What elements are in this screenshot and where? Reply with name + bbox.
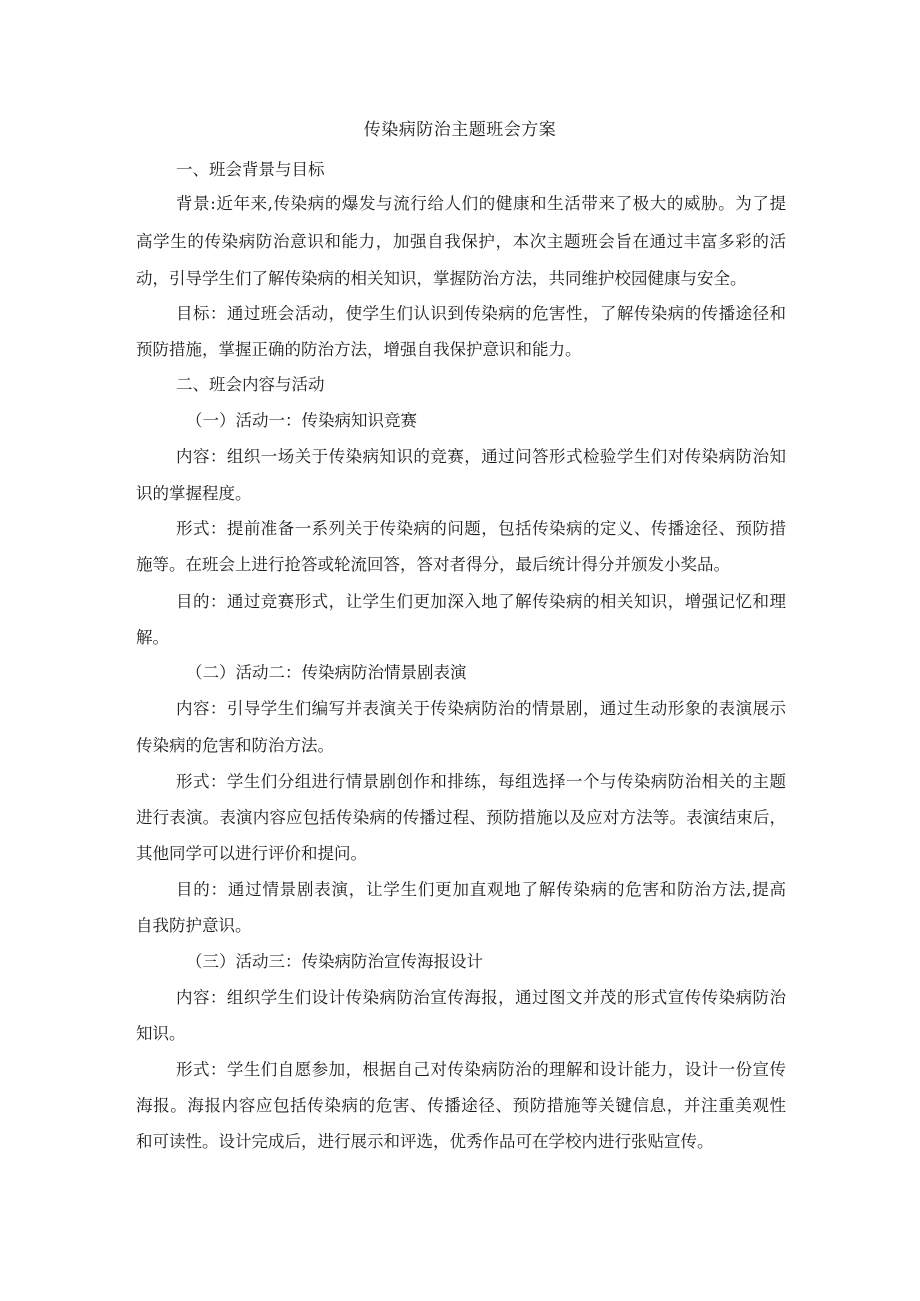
paragraph-line: 形式：学生们自愿参加，根据自己对传染病防治的理解和设计能力，设计一份宣传 xyxy=(176,1060,786,1079)
paragraph-line: 传染病的危害和防治方法。 xyxy=(136,736,334,755)
document-title: 传染病防治主题班会方案 xyxy=(363,120,557,140)
paragraph-line: 动，引导学生们了解传染病的相关知识，掌握防治方法，共同维护校园健康与安全。 xyxy=(136,269,747,288)
paragraph-line: 其他同学可以进行评价和提问。 xyxy=(136,844,367,863)
paragraph-line: 和可读性。设计完成后，进行展示和评选，优秀作品可在学校内进行张贴宣传。 xyxy=(136,1132,714,1151)
paragraph-line: 目的：通过情景剧表演，让学生们更加直观地了解传染病的危害和防治方法,提高 xyxy=(176,880,786,899)
paragraph-line: 背景:近年来,传染病的爆发与流行给人们的健康和生活带来了极大的威胁。为了提 xyxy=(176,194,786,213)
section-heading-2: 二、班会内容与活动 xyxy=(176,375,325,394)
section-heading-1: 一、班会背景与目标 xyxy=(176,160,325,179)
activity-heading-3: （三）活动三：传染病防治宣传海报设计 xyxy=(186,952,483,971)
paragraph-line: 形式：提前准备一系列关于传染病的问题，包括传染病的定义、传播途径、预防措 xyxy=(176,519,786,538)
paragraph-line: 施等。在班会上进行抢答或轮流回答，答对者得分，最后统计得分并颁发小奖品。 xyxy=(136,555,730,574)
paragraph-line: 预防措施，掌握正确的防治方法，增强自我保护意识和能力。 xyxy=(136,340,582,359)
paragraph-line: 目的：通过竞赛形式，让学生们更加深入地了解传染病的相关知识，增强记忆和理 xyxy=(176,592,786,611)
paragraph-line: 内容：组织学生们设计传染病防治宣传海报，通过图文并茂的形式宣传传染病防治 xyxy=(176,988,786,1007)
activity-heading-1: （一）活动一：传染病知识竞赛 xyxy=(186,411,417,430)
paragraph-line: 识的掌握程度。 xyxy=(136,484,252,503)
paragraph-line: 海报。海报内容应包括传染病的危害、传播途径、预防措施等关键信息，并注重美观性 xyxy=(136,1096,786,1115)
paragraph-line: 进行表演。表演内容应包括传染病的传播过程、预防措施以及应对方法等。表演结束后， xyxy=(136,808,786,827)
paragraph-line: 高学生的传染病防治意识和能力，加强自我保护，本次主题班会旨在通过丰富多彩的活 xyxy=(136,232,786,251)
paragraph-line: 内容：组织一场关于传染病知识的竞赛，通过问答形式检验学生们对传染病防治知 xyxy=(176,447,786,466)
activity-heading-2: （二）活动二：传染病防治情景剧表演 xyxy=(186,663,467,682)
paragraph-line: 知识。 xyxy=(136,1024,186,1043)
paragraph-line: 自我防护意识。 xyxy=(136,916,252,935)
paragraph-line: 目标：通过班会活动，使学生们认识到传染病的危害性，了解传染病的传播途径和 xyxy=(176,304,786,323)
paragraph-line: 解。 xyxy=(136,628,169,647)
paragraph-line: 内容：引导学生们编写并表演关于传染病防治的情景剧，通过生动形象的表演展示 xyxy=(176,699,786,718)
paragraph-line: 形式：学生们分组进行情景剧创作和排练，每组选择一个与传染病防治相关的主题 xyxy=(176,772,786,791)
